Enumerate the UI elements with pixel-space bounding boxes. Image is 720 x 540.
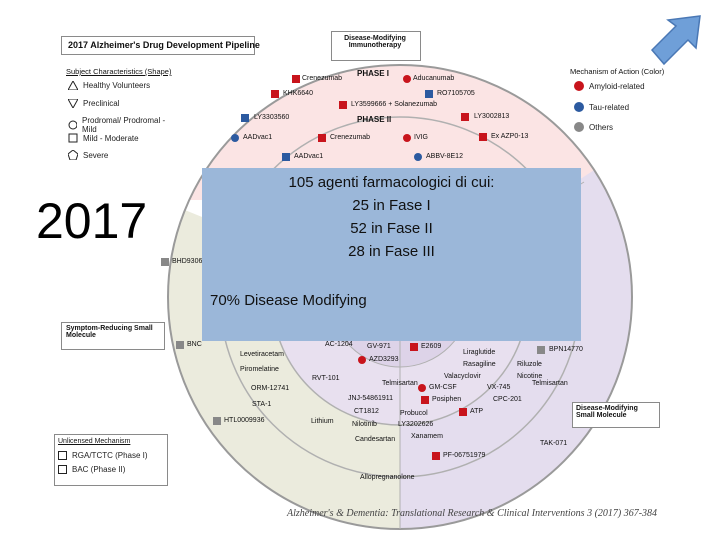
summary-box	[202, 168, 581, 341]
drug-label: Aducanumab	[413, 75, 455, 82]
phase2-label: PHASE II	[357, 115, 392, 124]
drug-label: STA-1	[252, 401, 272, 408]
drug-marker	[282, 153, 290, 161]
legend-item: Tau-related	[589, 102, 630, 112]
drug-label: PF-06751979	[443, 452, 486, 459]
drug-label: Telmisartan	[532, 380, 568, 387]
drug-label: ABBV-8E12	[426, 153, 463, 160]
drug-label: Ex AZP0-13	[491, 133, 529, 140]
drug-label: Allopregnanolone	[360, 474, 415, 481]
drug-label: RVT-101	[312, 375, 340, 382]
drug-label: CT1812	[354, 408, 379, 415]
drug-label: AC-1204	[325, 341, 353, 348]
drug-marker	[414, 153, 422, 161]
drug-label: Riluzole	[517, 361, 542, 368]
drug-label: Candesartan	[355, 436, 396, 443]
drug-marker	[421, 396, 429, 404]
other-swatch-icon	[574, 122, 584, 132]
drug-marker	[271, 90, 279, 98]
drug-marker	[425, 90, 433, 98]
moa-legend	[568, 67, 688, 137]
summary-line: 28 in Fase III	[348, 243, 435, 260]
legend-item: Prodromal/ Prodromal - Mild	[82, 116, 166, 134]
drug-label: LY3202626	[398, 421, 434, 428]
circle-icon	[68, 120, 77, 130]
drug-label: IVIG	[414, 134, 429, 141]
drug-marker	[213, 417, 221, 425]
summary-line: 25 in Fase I	[352, 197, 431, 214]
drug-label: HTL0009936	[224, 417, 265, 424]
legend-item: Mild - Moderate	[83, 133, 139, 143]
drug-label: Liraglutide	[463, 349, 496, 356]
drug-label: CPC-201	[493, 396, 522, 403]
drug-label: Nicotine	[517, 373, 543, 380]
year-label: 2017	[36, 193, 148, 249]
subject-legend	[62, 67, 172, 167]
drug-marker	[339, 101, 347, 109]
drug-marker	[292, 75, 300, 83]
legend-item: RGA/TCTC (Phase I)	[72, 451, 148, 460]
drug-label: GV-971	[367, 343, 391, 350]
drug-label: Crenezumab	[330, 134, 371, 141]
drug-marker	[241, 114, 249, 122]
drug-marker	[318, 134, 326, 142]
legend-item: Severe	[83, 150, 109, 160]
drug-marker	[537, 346, 545, 354]
drug-marker	[418, 384, 426, 392]
phase1-label: PHASE I	[357, 69, 390, 78]
moa-legend-title: Mechanism of Action (Color)	[570, 67, 665, 76]
drug-label: Posiphen	[432, 396, 462, 403]
legend-item: Amyloid-related	[589, 81, 645, 91]
summary-line: 70% Disease Modifying	[210, 292, 367, 309]
pentagon-icon	[68, 150, 78, 160]
immunotherapy-box-text: Disease-Modifying Immunotherapy	[344, 35, 406, 49]
drug-label: Levetiracetam	[240, 351, 284, 358]
drug-marker	[403, 75, 411, 83]
drug-label: BNC	[187, 341, 202, 348]
drug-marker	[410, 343, 418, 351]
drug-label: Valacyclovir	[444, 373, 481, 380]
arrow-icon	[652, 16, 700, 64]
drug-label: BHD9306	[172, 258, 203, 265]
drug-marker	[461, 113, 469, 121]
drug-marker	[479, 133, 487, 141]
drug-label: LY3002813	[474, 113, 510, 120]
unlicensed-legend-title: Unlicensed Mechanism	[58, 438, 131, 445]
drug-label: Probucol	[400, 410, 428, 417]
summary-line: 105 agenti farmacologici di cui:	[288, 174, 495, 191]
legend-item: Others	[589, 122, 614, 132]
drug-label: VX-745	[487, 384, 511, 391]
drug-label: BPN14770	[549, 346, 583, 353]
legend-item: BAC (Phase II)	[72, 465, 126, 474]
square-icon	[68, 133, 78, 143]
drug-marker	[161, 258, 169, 266]
drug-label: ORM-12741	[251, 385, 290, 392]
drug-label: Crenezumab	[302, 75, 343, 82]
drug-label: Nilotinib	[352, 421, 377, 428]
drug-label: Telmisartan	[382, 380, 418, 387]
legend-item: Healthy Volunteers	[83, 81, 151, 90]
subject-legend-title: Subject Characteristics (Shape)	[66, 67, 172, 76]
drug-label: GM-CSF	[429, 384, 457, 391]
dm-small-molecule-box-text: Disease-Modifying Small Molecule	[576, 405, 638, 419]
tau-swatch-icon	[574, 102, 584, 112]
drug-label: LY3303560	[254, 114, 290, 121]
drug-label: RO7105705	[437, 90, 475, 97]
summary-line: 52 in Fase II	[350, 220, 433, 237]
triangle-down-icon	[68, 99, 78, 108]
drug-marker	[231, 134, 239, 142]
checkbox-icon	[58, 465, 67, 474]
drug-label: Rasagiline	[463, 361, 496, 368]
figure-title-text: 2017 Alzheimer's Drug Development Pipeline	[68, 40, 260, 50]
drug-label: LY3599666 + Solanezumab	[351, 101, 438, 108]
drug-marker	[459, 408, 467, 416]
checkbox-icon	[58, 451, 67, 460]
drug-label: TAK-071	[540, 440, 568, 447]
drug-label: E2609	[421, 343, 442, 350]
symptom-reducing-box-text: Symptom-Reducing Small Molecule	[66, 325, 153, 339]
amyloid-swatch-icon	[574, 81, 584, 91]
citation: Alzheimer's & Dementia: Translational Research & Clinical Interventions 3 (2017) 367-384	[287, 508, 658, 519]
drug-marker	[432, 452, 440, 460]
legend-item: Preclinical	[83, 99, 120, 108]
drug-marker	[403, 134, 411, 142]
drug-label: JNJ-54861911	[348, 395, 394, 402]
drug-label: Lithium	[311, 418, 334, 425]
drug-label: Piromelatine	[240, 366, 279, 373]
drug-label: KHK6640	[283, 90, 313, 97]
drug-label: AADvac1	[294, 153, 324, 160]
triangle-up-icon	[68, 81, 78, 90]
drug-label: ATP	[470, 408, 484, 415]
drug-marker	[176, 341, 184, 349]
drug-label: AZD3293	[369, 356, 399, 363]
drug-label: Xanamem	[411, 433, 443, 440]
drug-label: AADvac1	[243, 134, 273, 141]
drug-marker	[358, 356, 366, 364]
